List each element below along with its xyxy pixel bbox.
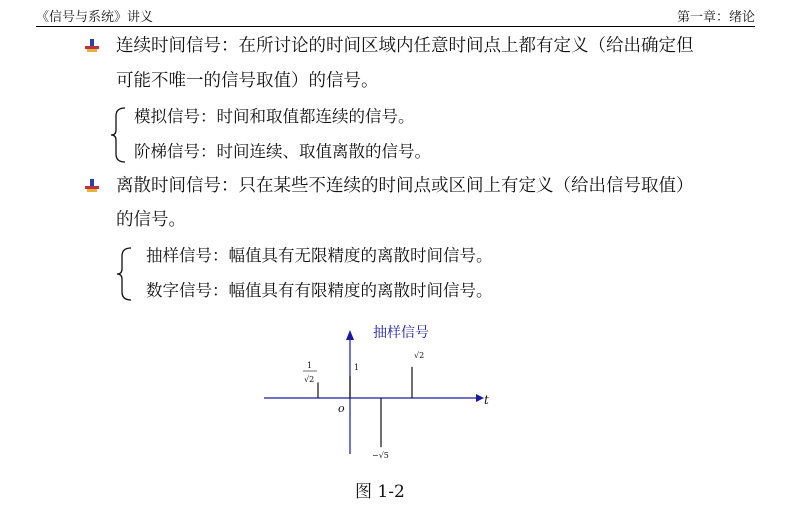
label-one: 1 [354, 363, 360, 372]
section1-item-analog: 模拟信号：时间和取值都连续的信号。 [134, 107, 415, 126]
label-inv-sqrt2-num: 1 [307, 361, 313, 370]
section1-item-staircase: 阶梯信号：时间连续、取值离散的信号。 [134, 142, 431, 161]
t-axis-label: t [484, 393, 489, 407]
header-book-title: 《信号与系统》讲义 [36, 10, 154, 25]
t-axis-arrow-icon [476, 394, 484, 402]
section2-line1: 离散时间信号：只在某些不连续的时间点或区间上有定义（给出信号取值） [116, 176, 694, 196]
page-header [36, 4, 755, 27]
stem-plot [262, 316, 494, 466]
section1-line2: 可能不唯一的信号取值）的信号。 [116, 71, 379, 91]
figure-caption: 图 1-2 [355, 482, 405, 502]
header-chapter: 第一章：绪论 [676, 10, 755, 25]
origin-label: o [338, 402, 345, 415]
bullet-pin-icon [84, 178, 100, 194]
section1-line1: 连续时间信号：在所讨论的时间区域内任意时间点上都有定义（给出确定但 [116, 36, 694, 56]
brace-icon [114, 246, 134, 302]
y-axis-arrow-icon [346, 330, 354, 340]
label-neg-sqrt5: −√5 [372, 451, 389, 460]
sampled-signal-figure [262, 316, 494, 466]
section2-line2: 的信号。 [116, 210, 186, 230]
bullet-pin-icon [84, 38, 100, 54]
label-inv-sqrt2-den: √2 [304, 375, 315, 384]
label-sqrt2: √2 [414, 351, 425, 360]
figure-title: 抽样信号 [373, 325, 429, 341]
section2-item-sampled: 抽样信号：幅值具有无限精度的离散时间信号。 [146, 246, 493, 265]
brace-icon [108, 106, 128, 164]
section2-item-digital: 数字信号：幅值具有有限精度的离散时间信号。 [146, 281, 493, 300]
